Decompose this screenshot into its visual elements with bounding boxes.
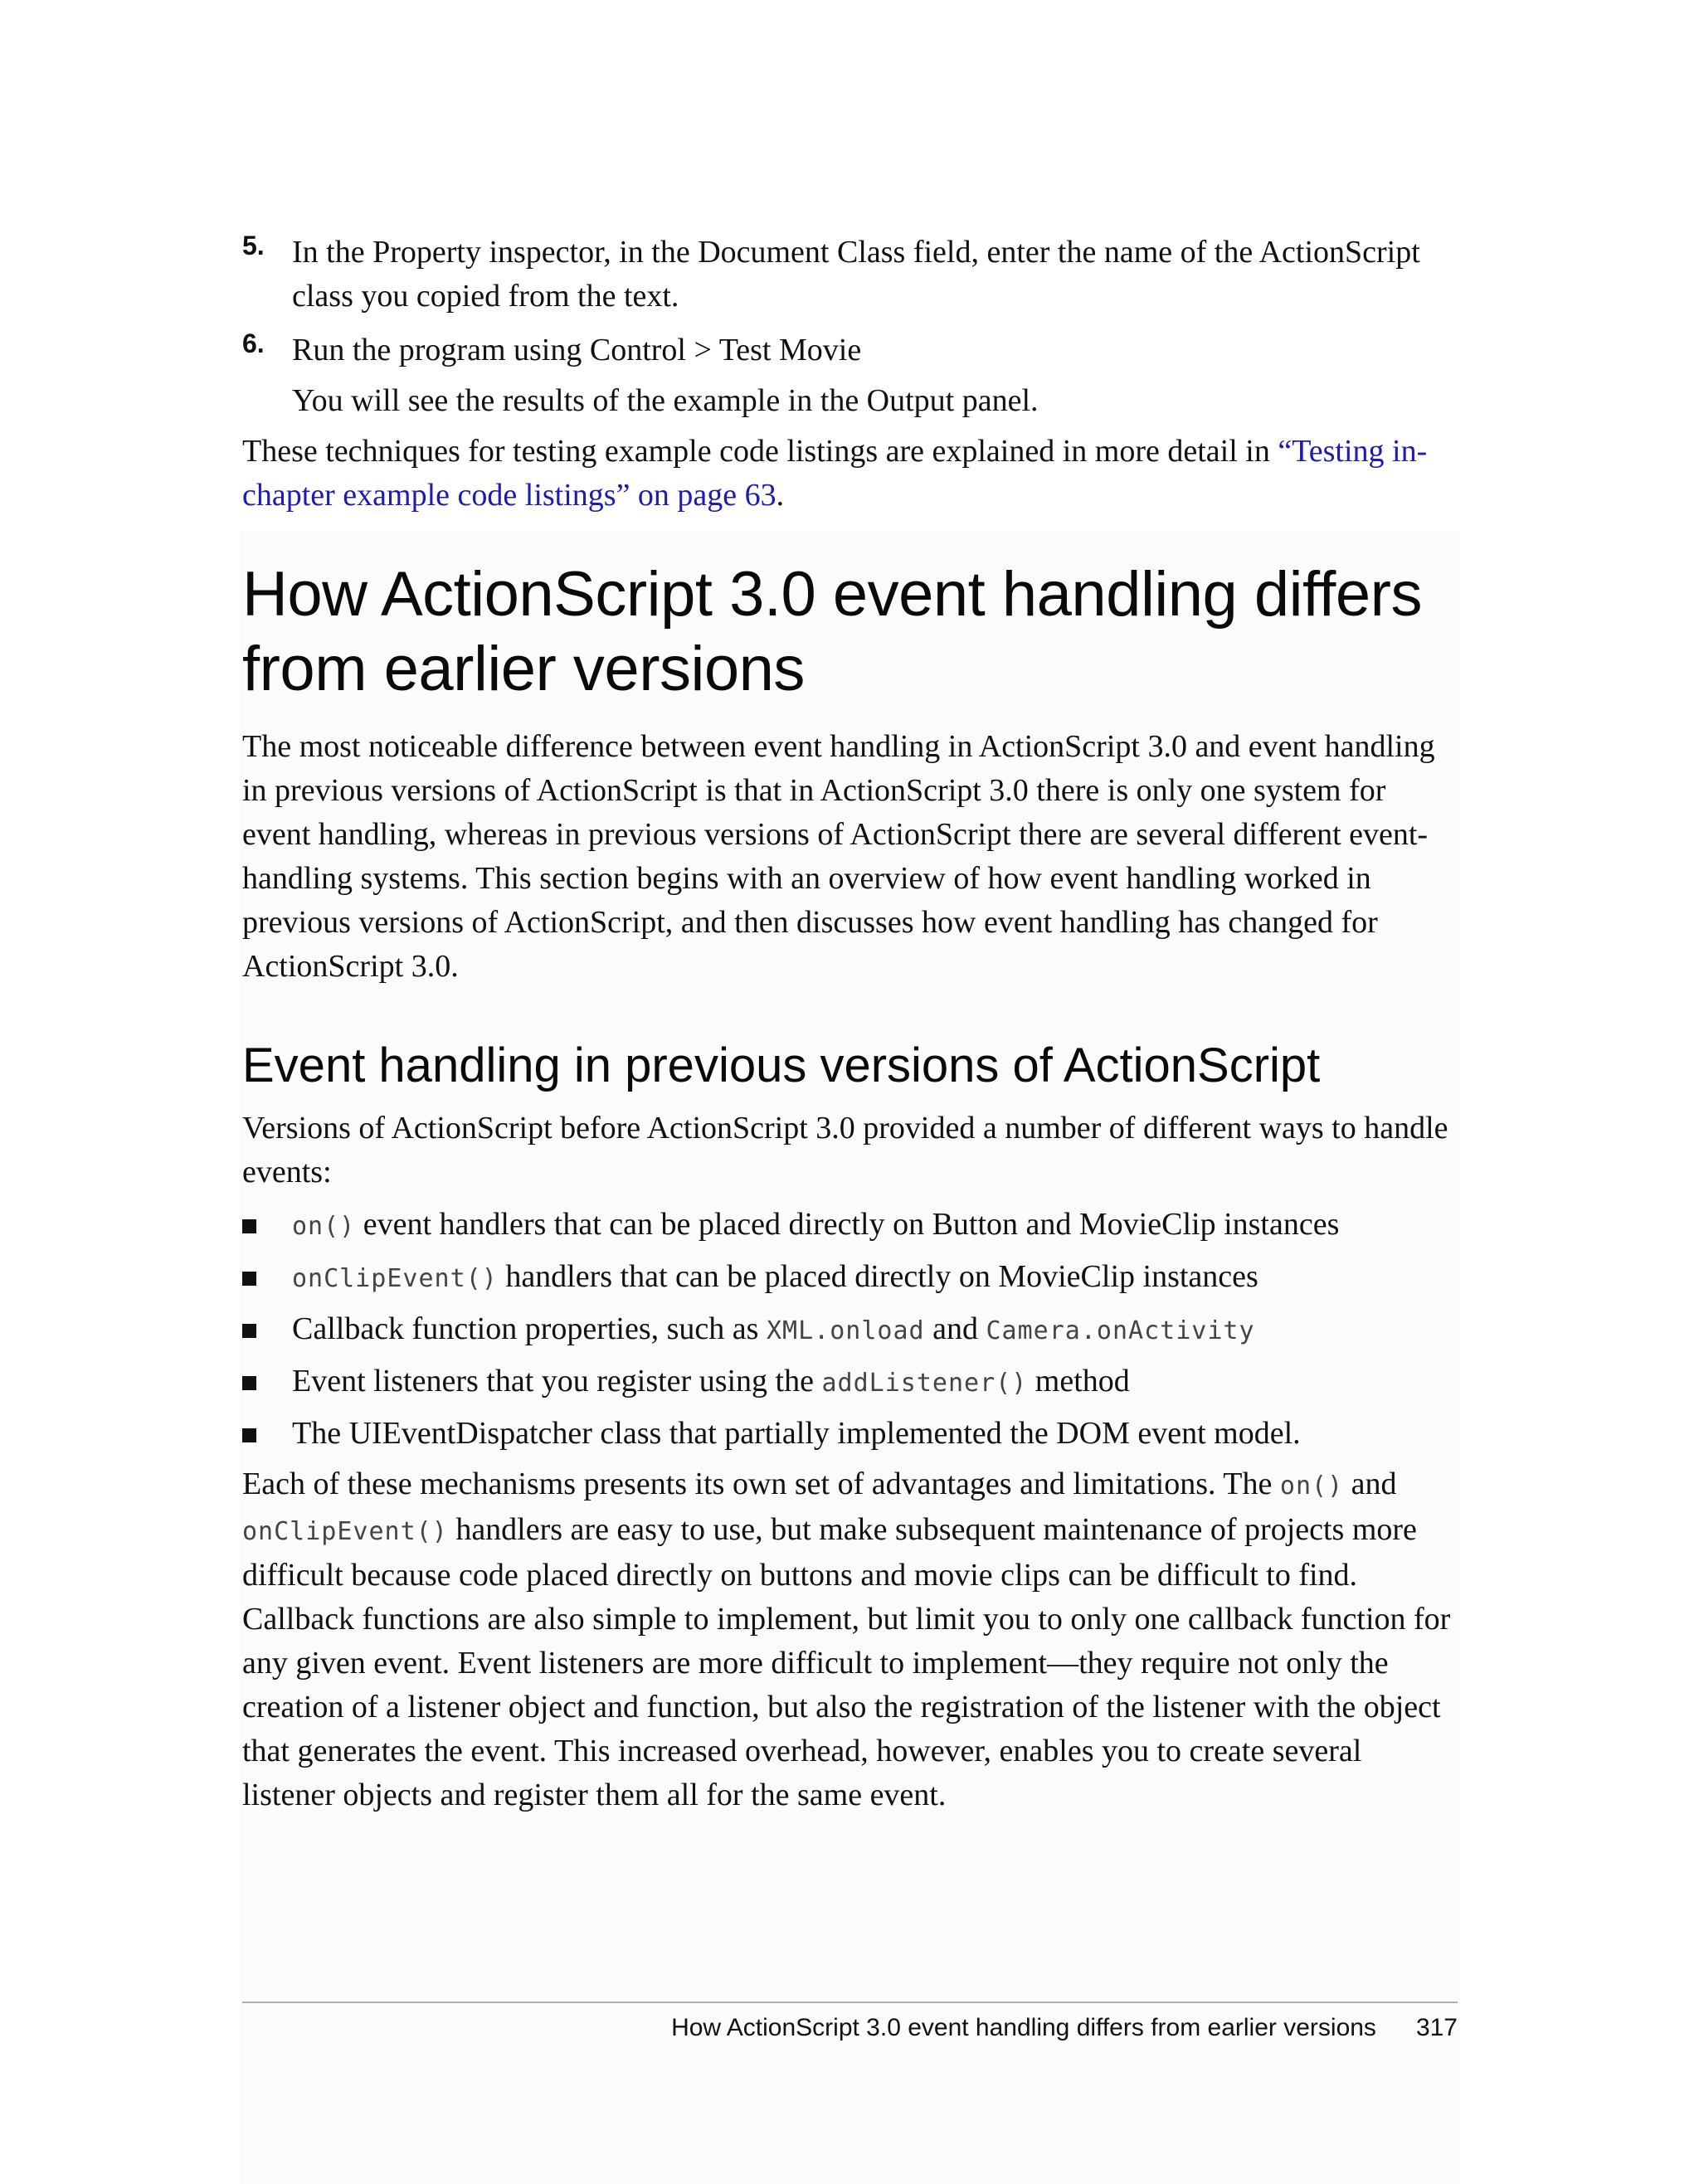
list-item-text: The UIEventDispatcher class that partially implemented the DOM event model.: [292, 1416, 1301, 1451]
bullet-icon: [242, 1428, 256, 1442]
step-text: Run the program using Control > Test Movie: [292, 333, 862, 367]
step-text: In the Property inspector, in the Document Class field, enter the name of the ActionScript class you copied from the text.: [292, 235, 1420, 314]
list-item: [242, 1412, 1462, 1456]
list-item-text: Event listeners that you register using the: [292, 1364, 822, 1398]
list-item-text: and: [924, 1311, 986, 1346]
intro-end: .: [776, 478, 785, 513]
list-item: [242, 1360, 1462, 1405]
list-item: [242, 1255, 1462, 1301]
intro-paragraph: [242, 430, 1462, 518]
list-item: [242, 1203, 1462, 1248]
bullet-icon: [242, 1219, 256, 1233]
cross-reference-link[interactable]: “Testing in-chapter example code listings” on page 63: [242, 434, 1428, 513]
inline-code: onClipEvent(): [292, 1264, 498, 1293]
subsection-intro: Versions of ActionScript before ActionScript 3.0 provided a number of different ways to handle events:: [242, 1111, 1448, 1189]
step-5: [242, 231, 1462, 319]
intro-text: These techniques for testing example code listings are explained in more detail in: [242, 434, 1278, 469]
footer-divider: [242, 2002, 1458, 2003]
closing-text: and: [1343, 1467, 1397, 1501]
section-heading: How ActionScript 3.0 event handling differs from earlier versions: [242, 559, 1422, 704]
section-paragraph: The most noticeable difference between event handling in ActionScript 3.0 and event handling in previous versions of ActionScript is that in ActionScript 3.0 there is only one system for event handling, whereas in previous versions of ActionScript there are several different event-handling systems. This section begins with an overview of how event handling worked in previous versions of ActionScript, and then discusses how event handling has changed for ActionScript 3.0.: [242, 729, 1435, 984]
inline-code: on(): [292, 1212, 356, 1241]
inline-code: XML.onload: [766, 1316, 925, 1345]
inline-code: addListener(): [821, 1369, 1028, 1398]
step-6-note: You will see the results of the example in the Output panel.: [292, 383, 1039, 418]
step-number: 5.: [242, 231, 265, 260]
bullet-icon: [242, 1272, 256, 1286]
closing-text: handlers are easy to use, but make subsequent maintenance of projects more difficult because code placed directly on buttons and movie clips can be difficult to find. Callback functions are also simple to implement, but limit you to only one callback function for any given event. Event listeners are more difficult to implement—they require not only the creation of a listener object and function, but also the registration of the listener with the object that generates the event. This increased overhead, however, enables you to create several listener objects and register them all for the same event.: [242, 1512, 1451, 1812]
bullet-icon: [242, 1376, 256, 1390]
subsection-heading: Event handling in previous versions of ActionScript: [242, 1038, 1321, 1092]
mechanism-list: [242, 1203, 1462, 1456]
inline-code: Camera.onActivity: [986, 1316, 1255, 1345]
closing-text: Each of these mechanisms presents its own set of advantages and limitations. The: [242, 1467, 1280, 1501]
list-item: [242, 1307, 1462, 1353]
closing-paragraph: [242, 1462, 1462, 1817]
page-content: [242, 231, 1462, 1817]
page-footer: [242, 2014, 1458, 2042]
list-item-text: handlers that can be placed directly on MovieClip instances: [497, 1259, 1258, 1294]
step-number: 6.: [242, 328, 265, 358]
list-item-text: event handlers that can be placed directly on Button and MovieClip instances: [355, 1207, 1340, 1242]
footer-title: How ActionScript 3.0 event handling differs from earlier versions: [671, 2014, 1376, 2041]
step-6: [242, 328, 1462, 372]
bullet-icon: [242, 1324, 256, 1338]
list-item-text: method: [1027, 1364, 1130, 1398]
page-number: 317: [1415, 2014, 1458, 2041]
inline-code: on(): [1279, 1471, 1344, 1501]
inline-code: onClipEvent(): [242, 1517, 448, 1546]
list-item-text: Callback function properties, such as: [292, 1311, 767, 1346]
